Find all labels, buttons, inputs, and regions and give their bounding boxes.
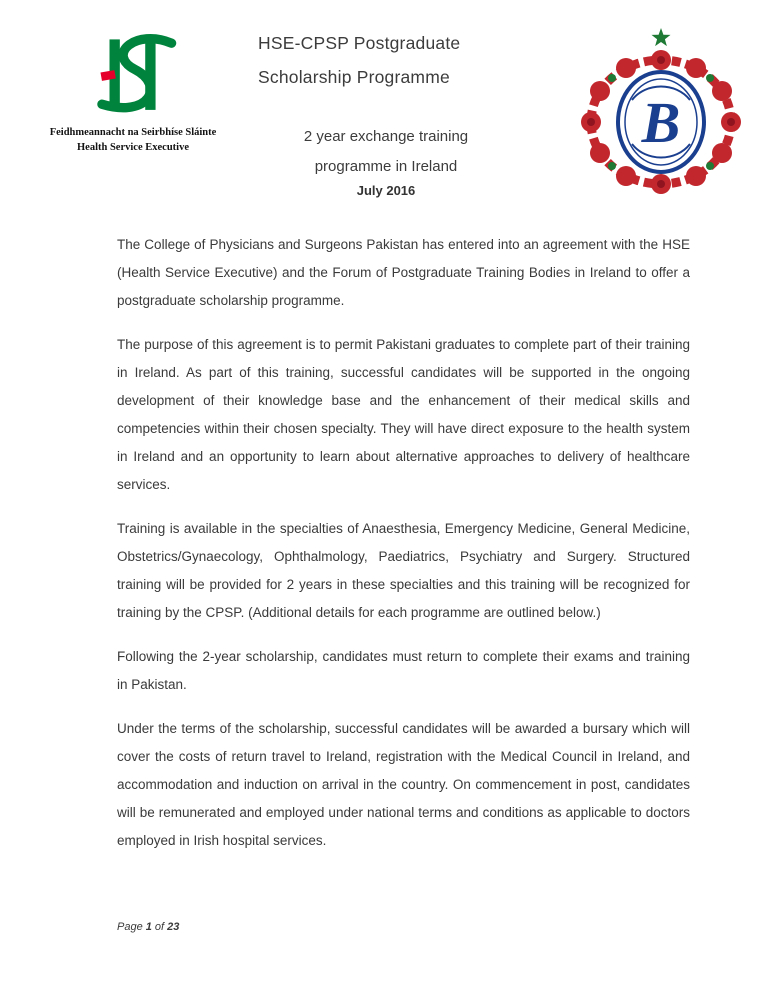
footer-page-word: Page: [117, 921, 146, 933]
doc-subtitle: [258, 122, 514, 182]
doc-date: July 2016: [356, 183, 416, 198]
footer-page-number: 1: [145, 921, 152, 933]
cpsp-crest-icon: [576, 26, 746, 198]
paragraph: The purpose of this agreement is to permit Pakistani graduates to complete part of their training in Ireland. As part of this training, successful candidates will be supported in the ongoing development of their knowledge base and the enhancement of their medical skills and competencies within their chosen specialty. They will have direct exposure to the health system in Ireland and an opportunity to learn about alternative approaches to delivery of healthcare services.: [117, 337, 690, 492]
hse-logo-icon: [79, 30, 187, 124]
svg-text:B: B: [641, 90, 681, 155]
doc-subtitle-line1: 2 year exchange training: [303, 128, 469, 145]
hse-org-name-english: Health Service Executive: [77, 142, 189, 153]
doc-title: [258, 26, 514, 94]
document-header: [258, 26, 514, 198]
footer-total-pages: 23: [167, 921, 180, 933]
page-footer: [117, 921, 179, 933]
paragraph: The College of Physicians and Surgeons Pakistan has entered into an agreement with the HSE (Health Service Executive) and the Forum of Postgraduate Training Bodies in Ireland to offer a postgraduate scholarship programme.: [117, 237, 690, 308]
hse-logo: [48, 30, 218, 154]
footer-of-word: of: [151, 921, 168, 933]
document-body: [117, 231, 690, 871]
doc-subtitle-line2: programme in Ireland: [314, 158, 458, 175]
paragraph: Following the 2-year scholarship, candidates must return to complete their exams and training in Pakistan.: [117, 649, 690, 692]
paragraph: Training is available in the specialties of Anaesthesia, Emergency Medicine, General Medicine, Obstetrics/Gynaecology, Ophthalmology, Paediatrics, Psychiatry and Surgery. Structured training will be provided for 2 years in these specialties and this training will be recognized for training by the CPSP. (Additional details for each programme are outlined below.): [117, 521, 690, 620]
hse-org-name-irish: Feidhmeannacht na Seirbhíse Sláinte: [49, 127, 217, 138]
doc-title-line1: HSE-CPSP Postgraduate: [258, 33, 461, 53]
cpsp-crest: [576, 26, 746, 198]
paragraph: Under the terms of the scholarship, successful candidates will be awarded a bursary which will cover the costs of return travel to Ireland, registration with the Medical Council in Ireland, and accommodation and induction on arrival in the country. On commencement in post, candidates will be remunerated and employed under national terms and conditions as applicable to doctors employed in Irish hospital services.: [117, 721, 690, 848]
doc-title-line2: Scholarship Programme: [258, 67, 450, 87]
